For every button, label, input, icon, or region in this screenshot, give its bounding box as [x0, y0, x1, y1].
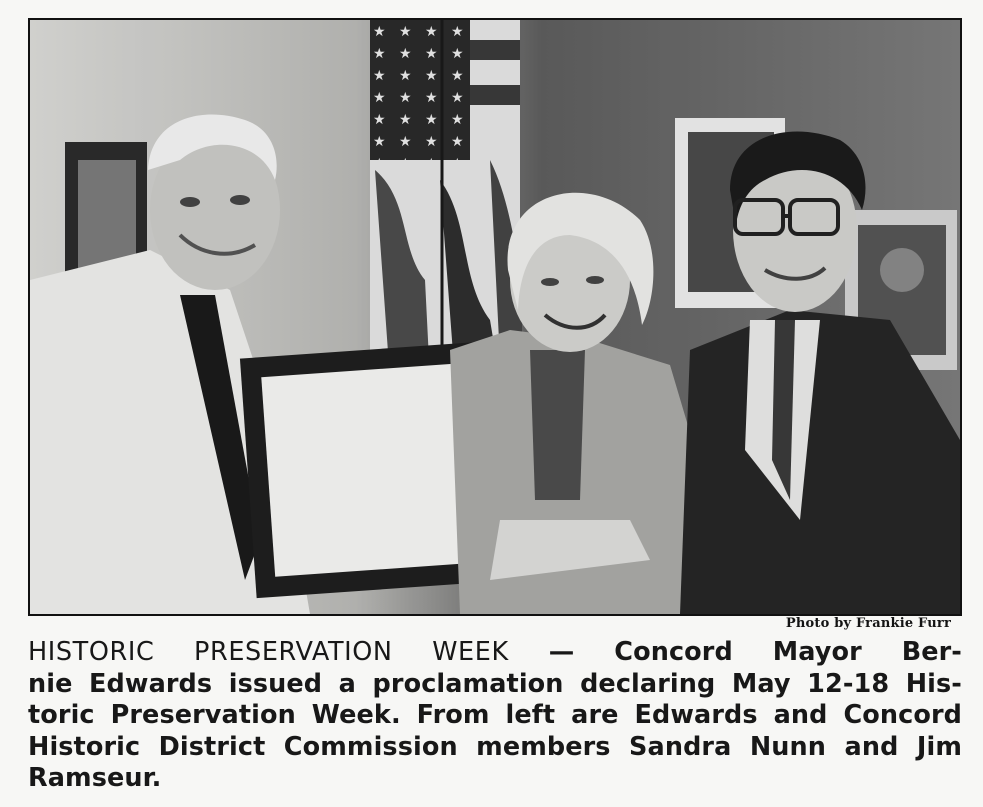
caption-line-3: toric Preservation Week. From left are Edwards and Concord [28, 700, 962, 730]
photo-credit: Photo by Frankie Furr [785, 616, 951, 631]
caption-line-5: Ramseur. [28, 763, 162, 793]
caption-line-1-rest: — Concord Mayor Ber- [508, 637, 962, 667]
photo-illustration [30, 20, 960, 614]
caption-headline: HISTORIC PRESERVATION WEEK [28, 637, 509, 667]
photo-caption [28, 637, 962, 795]
caption-line-2: nie Edwards issued a proclamation declaring May 12-18 His- [28, 668, 962, 699]
newspaper-photo [28, 18, 962, 616]
caption-line-4: Historic District Commission members Sandra Nunn and Jim [28, 731, 962, 762]
caption-line-1 [28, 637, 962, 669]
